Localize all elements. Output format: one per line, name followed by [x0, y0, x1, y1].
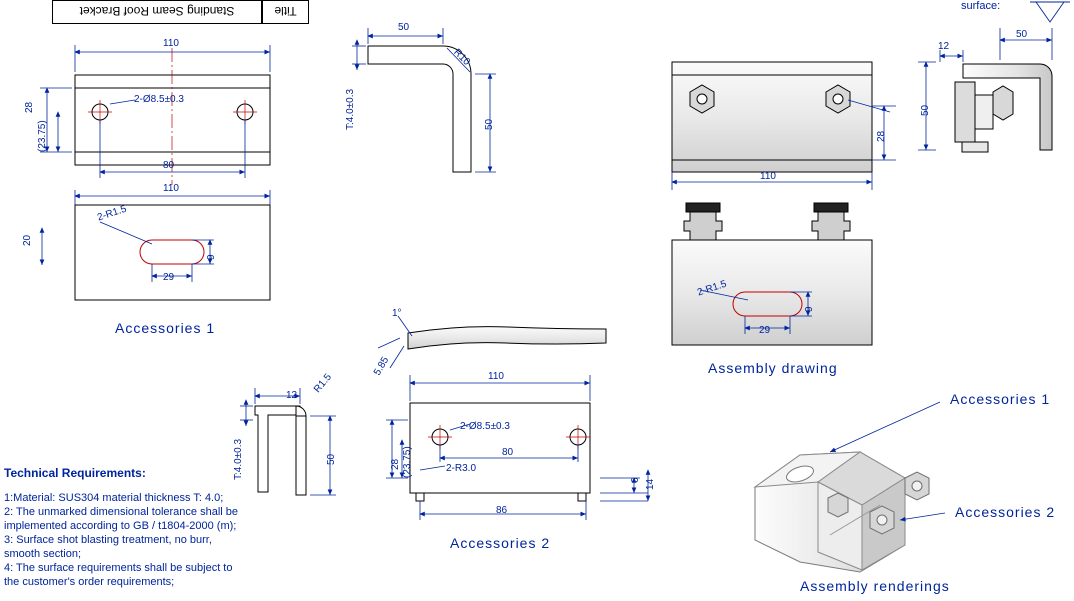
dim-acc1-thickness: T:4.0±0.3: [345, 88, 356, 130]
dim-asm-50-top: 50: [1016, 29, 1028, 40]
title-block-label: Title: [274, 4, 297, 18]
view-title-accessories-2: Accessories 2: [450, 535, 551, 551]
dim-asm-9: 9: [804, 306, 815, 312]
dim-acc2-front-14: 14: [645, 478, 656, 490]
tech-line-2: 2: The unmarked dimensional tolerance shall be: [4, 506, 238, 518]
view-title-accessories-1: Accessories 1: [115, 320, 216, 336]
dim-acc1-r15: 2-R1.5: [96, 203, 128, 224]
dim-acc1-inner-80: 80: [163, 160, 175, 171]
dim-asm-r15: 2-R1.5: [696, 278, 728, 299]
tech-line-4: 3: Surface shot blasting treatment, no burr,: [4, 534, 212, 546]
dim-acc2-12: 12: [286, 390, 298, 401]
dim-acc1-side-50: 50: [398, 22, 410, 33]
title-block: [0, 0, 310, 24]
tech-line-5: smooth section;: [4, 548, 82, 560]
title-block-value: Standing Seam Roof Bracket: [79, 4, 235, 18]
dim-acc2-front-2375: (23.75): [402, 446, 413, 478]
dim-asm-28: 28: [876, 130, 887, 142]
dim-acc1-top-width: 110: [163, 38, 179, 49]
technical-requirements-heading: Technical Requirements:: [4, 466, 146, 480]
dim-acc1-bottom-width: 110: [163, 183, 179, 194]
dim-asm-29: 29: [759, 325, 771, 336]
dim-acc2-front-86: 86: [496, 505, 508, 516]
title-block-value-cell: [52, 0, 262, 24]
callout-accessories-1: Accessories 1: [950, 391, 1051, 407]
dim-asm-50-right: 50: [920, 104, 931, 116]
dim-asm-110: 110: [760, 171, 776, 182]
tech-line-3: implemented according to GB / t1804-2000 (m);: [4, 520, 237, 532]
tech-line-7: the customer's order requirements;: [4, 576, 175, 588]
tech-line-6: 4: The surface requirements shall be subject to: [4, 562, 233, 574]
dim-acc2-front-r30: 2-R3.0: [446, 463, 477, 474]
dim-asm-12: 12: [938, 41, 950, 52]
dim-acc1-29: 29: [163, 272, 175, 283]
tech-line-1: 1:Material: SUS304 material thickness T: 4.0;: [4, 492, 224, 504]
dim-acc2-front-28: 28: [390, 458, 401, 470]
view-title-assembly-drawing: Assembly drawing: [708, 360, 838, 376]
dim-acc1-side-height: 50: [484, 118, 495, 130]
view-title-assembly-renderings: Assembly renderings: [800, 578, 950, 594]
surface-note: surface:: [961, 0, 1001, 12]
dim-acc2-angle: 1°: [392, 308, 402, 319]
dim-acc2-r15: R1.5: [312, 371, 335, 396]
title-block-label-cell: [262, 0, 309, 24]
assembly-rendering-3d: [755, 452, 929, 572]
dim-acc2-front-holes: 2-Ø8.5±0.3: [460, 421, 510, 432]
callout-accessories-2: Accessories 2: [955, 504, 1056, 520]
surface-finish-symbol: [1030, 2, 1070, 22]
dim-acc1-20: 20: [22, 234, 33, 246]
dim-acc2-585: 5.85: [372, 355, 392, 378]
dim-acc2-front-110: 110: [488, 371, 504, 382]
dim-acc2-front-6: 6: [630, 477, 641, 483]
dim-acc2-front-80: 80: [502, 447, 514, 458]
dim-acc1-2375: (23.75): [37, 120, 48, 152]
dim-acc1-holes: 2-Ø8.5±0.3: [134, 94, 184, 105]
dim-acc1-r10: R10: [451, 47, 472, 68]
dim-acc1-28: 28: [24, 101, 35, 113]
dim-acc1-9: 9: [206, 254, 217, 260]
technical-requirements-list: [4, 491, 304, 589]
dim-acc2-thickness: T:4.0±0.3: [233, 438, 244, 480]
dim-acc2-50: 50: [326, 453, 337, 465]
